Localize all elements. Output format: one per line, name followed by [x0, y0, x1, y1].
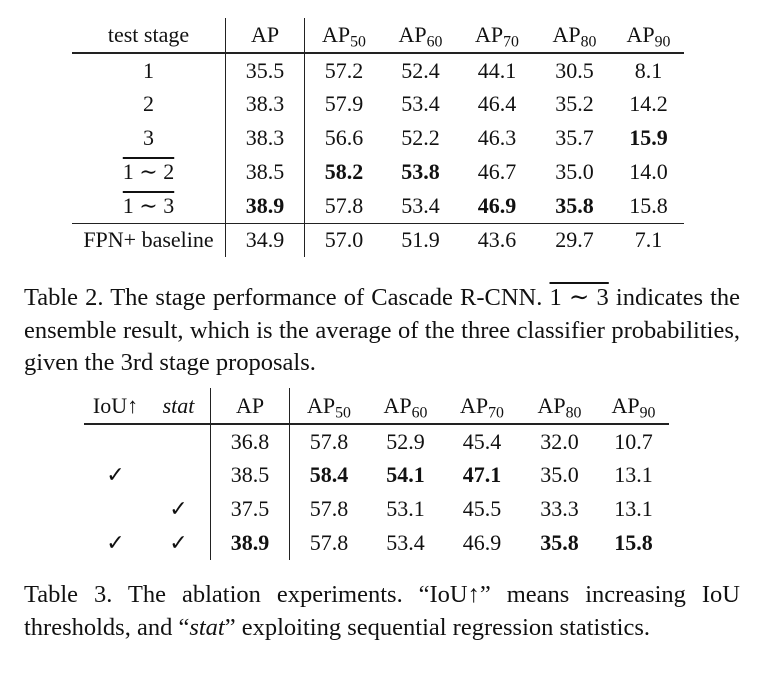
cell-ap60: 52.4 — [401, 57, 440, 83]
cell-ap: 34.9 — [226, 223, 305, 257]
cell-ap80: 29.7 — [536, 223, 613, 257]
cell-ap70: 43.6 — [458, 223, 536, 257]
table-2-header-row — [72, 18, 684, 53]
table-2 — [72, 18, 684, 257]
cell-ap60 — [368, 458, 443, 492]
cell-ap: 38.5 — [226, 155, 305, 189]
cell-stage — [72, 155, 226, 189]
cell-ap80: 35.2 — [555, 91, 594, 116]
best-value: 15.8 — [614, 530, 653, 555]
best-value: 46.9 — [477, 192, 517, 218]
cell-ap: 35.5 — [226, 53, 305, 87]
table-row — [72, 189, 684, 223]
best-value: 47.1 — [462, 462, 502, 487]
cell-ap50 — [290, 458, 369, 492]
header-ap80: $AP_{80}$ — [521, 388, 598, 424]
cell-ap50: 57.8 — [290, 424, 369, 458]
best-value: 58.2 — [324, 159, 364, 184]
header-stat: stat — [147, 388, 211, 424]
ensemble-label: 1 ∼ 2 — [122, 159, 175, 184]
header-ap60: $AP_{60}$ — [383, 18, 458, 53]
cell-ap90: 7.1 — [613, 223, 684, 257]
check-icon — [147, 424, 211, 458]
ensemble-label: 1 ∼ 3 — [122, 192, 175, 218]
check-icon: ✓ — [169, 496, 188, 522]
best-value: 38.9 — [230, 530, 270, 555]
cell-ap80 — [521, 526, 598, 560]
cell-ap: 38.3 — [226, 87, 305, 121]
cell-ap70 — [458, 189, 536, 223]
best-value: 58.4 — [309, 462, 349, 487]
cell-stage: 3 — [143, 125, 154, 150]
cell-stage: FPN+ baseline — [72, 223, 226, 257]
best-value: 38.9 — [245, 192, 285, 218]
table-row — [72, 155, 684, 189]
header-ap: AP — [211, 388, 290, 424]
cell-ap60: 52.2 — [401, 125, 440, 150]
cell-ap60: 52.9 — [386, 428, 425, 454]
header-ap80: $AP_{80}$ — [536, 18, 613, 53]
cell-ap60 — [383, 155, 458, 189]
cell-ap90: 13.1 — [614, 496, 653, 521]
cell-ap70: 44.1 — [477, 57, 517, 83]
table-row — [72, 121, 684, 155]
cell-ap50: 57.2 — [305, 53, 384, 87]
caption-text: ” exploiting sequential regression statistics. — [224, 613, 651, 641]
check-icon: ✓ — [106, 462, 125, 488]
header-ap70: $AP_{70}$ — [443, 388, 521, 424]
cell-ap50: 57.9 — [305, 87, 384, 121]
cell-ap70: 45.4 — [462, 428, 502, 454]
cell-ap: 36.8 — [211, 424, 290, 458]
cell-ap70: 46.9 — [462, 530, 502, 555]
cell-ap90 — [598, 526, 669, 560]
ensemble-label: 1 ∼ 3 — [549, 284, 609, 311]
table-row — [72, 87, 684, 121]
caption-stat: stat — [189, 613, 225, 641]
header-ap50: $AP_{50}$ — [305, 18, 384, 53]
cell-ap50 — [305, 155, 384, 189]
table-3 — [84, 388, 669, 560]
cell-ap90: 10.7 — [614, 428, 653, 454]
header-ap70: $AP_{70}$ — [458, 18, 536, 53]
cell-ap60: 53.4 — [401, 91, 440, 116]
caption-text: Table 2. The stage performance of Cascade R-CNN. — [24, 284, 543, 311]
cell-stage: 2 — [143, 91, 154, 116]
cell-ap70: 45.5 — [462, 496, 502, 521]
header-ap90: $AP_{90}$ — [598, 388, 669, 424]
best-value: 35.8 — [555, 192, 594, 218]
check-icon: ✓ — [106, 530, 125, 556]
cell-ap60: 53.4 — [386, 530, 425, 555]
cell-ap: 38.3 — [226, 121, 305, 155]
cell-ap: 37.5 — [211, 492, 290, 526]
cell-ap80 — [536, 189, 613, 223]
cell-stage — [72, 189, 226, 223]
table-2-caption — [24, 282, 740, 380]
cell-ap80: 35.0 — [555, 159, 594, 184]
cell-ap70: 46.4 — [477, 91, 517, 116]
header-ap50: $AP_{50}$ — [290, 388, 369, 424]
cell-ap80: 35.7 — [555, 125, 594, 150]
cell-ap90: 15.8 — [629, 192, 668, 218]
table-row — [72, 53, 684, 87]
cell-ap80: 33.3 — [540, 496, 579, 521]
header-ap: AP — [226, 18, 305, 53]
cell-ap80: 30.5 — [555, 57, 594, 83]
table-3-caption — [24, 579, 740, 644]
cell-ap50: 57.8 — [290, 526, 369, 560]
cell-ap50: 57.0 — [305, 223, 384, 257]
caption-text: Table 3. The ablation experiments. “IoU↑” means increasing IoU thresholds, and “ — [24, 581, 740, 641]
cell-ap70 — [443, 458, 521, 492]
header-test-stage: test stage — [72, 18, 226, 53]
cell-ap: 38.5 — [211, 458, 290, 492]
caption-text: indicates the ensemble result, which is the average of the three classifier probabilities, given the 3rd stage proposals. — [24, 284, 741, 376]
best-value: 53.8 — [401, 159, 440, 184]
cell-ap — [211, 526, 290, 560]
table-row — [84, 526, 669, 560]
best-value: 54.1 — [386, 462, 425, 487]
header-iou: IoU↑ — [84, 388, 147, 424]
cell-ap60: 53.1 — [386, 496, 425, 521]
cell-ap90: 8.1 — [634, 57, 663, 83]
cell-ap50: 56.6 — [305, 121, 384, 155]
cell-ap70: 46.7 — [477, 159, 517, 184]
cell-ap90 — [613, 121, 684, 155]
table-3-header-row — [84, 388, 669, 424]
check-icon — [84, 424, 147, 458]
header-ap90: $AP_{90}$ — [613, 18, 684, 53]
cell-ap90: 13.1 — [614, 462, 653, 487]
cell-ap60: 53.4 — [401, 192, 440, 218]
cell-ap60: 51.9 — [383, 223, 458, 257]
best-value: 15.9 — [629, 125, 668, 150]
table-row-baseline — [72, 223, 684, 257]
cell-ap80: 32.0 — [540, 428, 579, 454]
cell-ap50: 57.8 — [290, 492, 369, 526]
cell-ap90: 14.0 — [629, 159, 668, 184]
table-row — [84, 424, 669, 458]
table-row — [84, 458, 669, 492]
check-icon — [147, 458, 211, 492]
cell-ap90: 14.2 — [629, 91, 668, 116]
check-icon — [84, 492, 147, 526]
cell-stage: 1 — [143, 57, 154, 83]
cell-ap50: 57.8 — [305, 189, 384, 223]
table-row — [84, 492, 669, 526]
cell-ap70: 46.3 — [477, 125, 517, 150]
header-ap60: $AP_{60}$ — [368, 388, 443, 424]
best-value: 35.8 — [540, 530, 579, 555]
cell-ap80: 35.0 — [540, 462, 579, 487]
check-icon: ✓ — [169, 530, 188, 556]
cell-ap — [226, 189, 305, 223]
